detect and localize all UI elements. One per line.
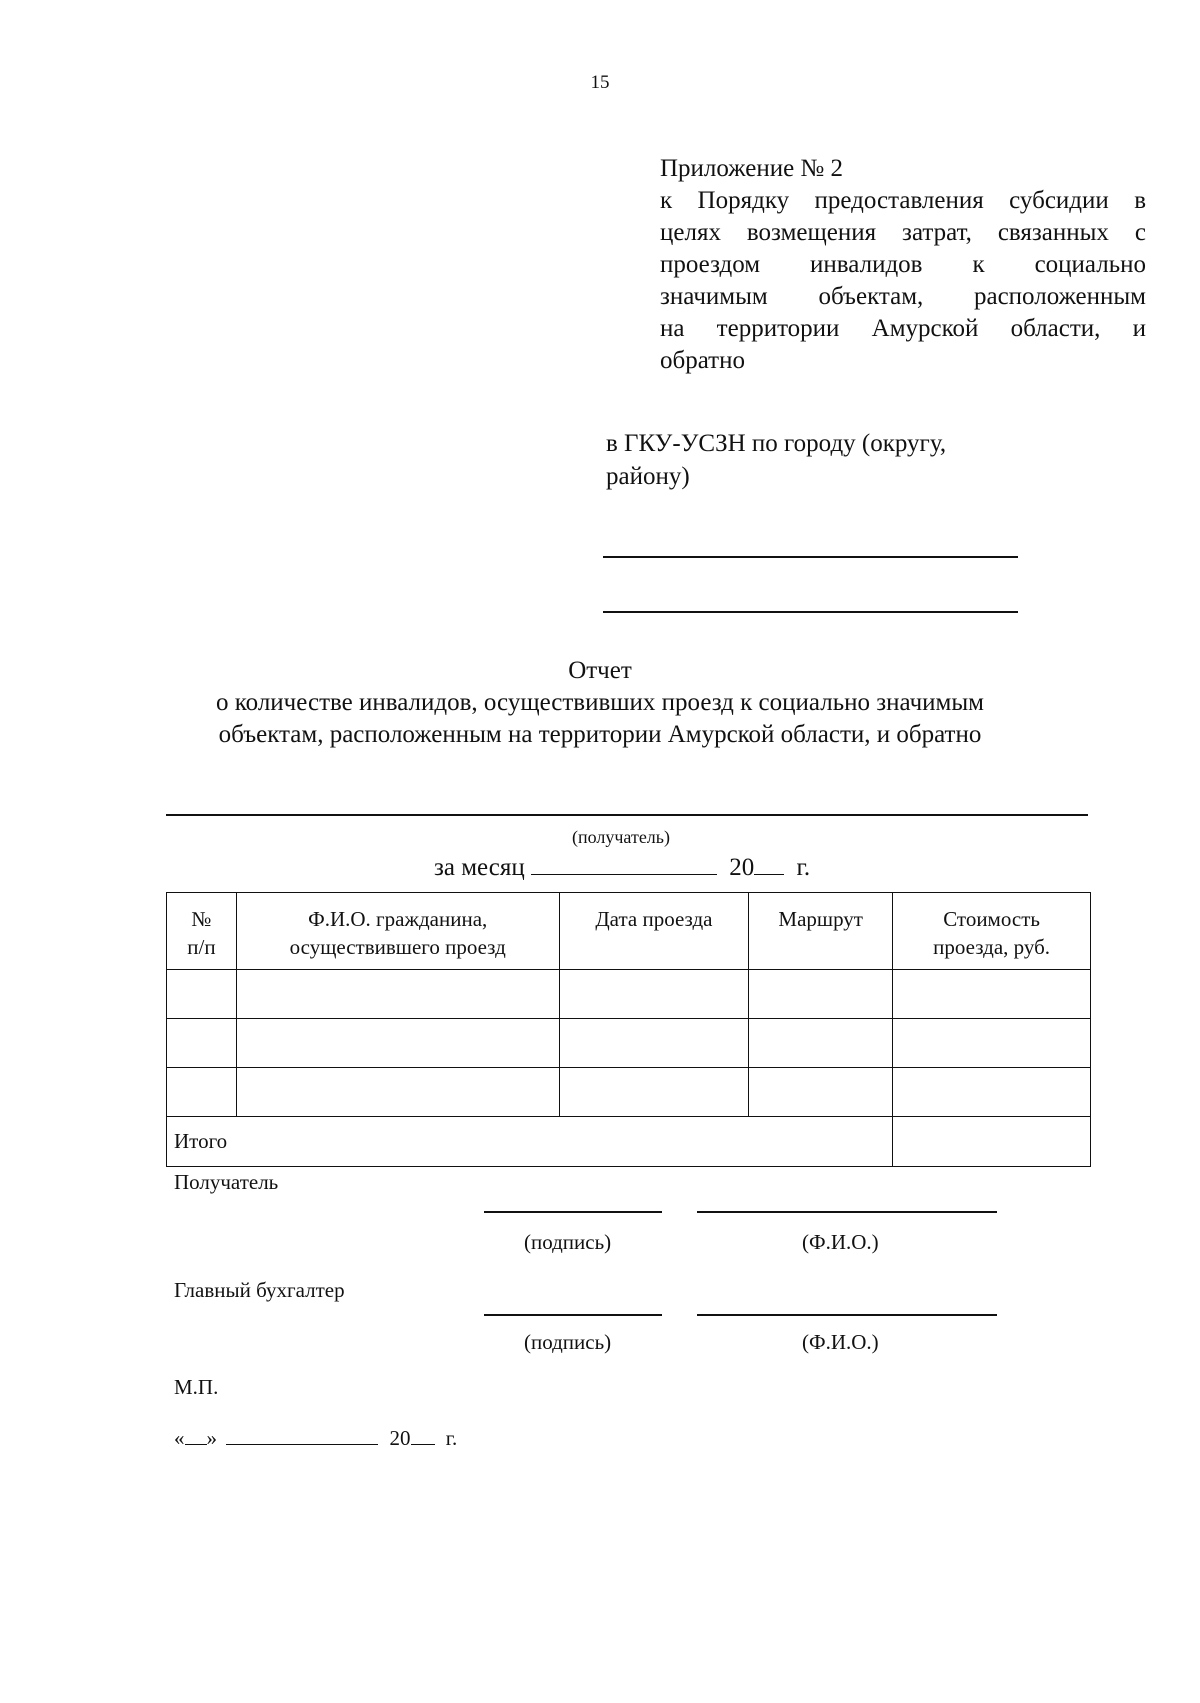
addressee-blank-line[interactable]	[603, 556, 1018, 558]
appendix-line: к Порядку предоставления субсидии в	[660, 187, 1146, 214]
signature-caption: (подпись)	[524, 1330, 612, 1354]
appendix-line: проездом инвалидов к социально	[660, 251, 1146, 278]
day-field[interactable]	[185, 1426, 207, 1445]
table-cell[interactable]	[167, 970, 237, 1019]
signing-date	[174, 1426, 457, 1451]
appendix-line: целях возмещения затрат, связанных с	[660, 219, 1146, 246]
table-header-row	[167, 893, 1091, 970]
month-field[interactable]	[531, 852, 717, 875]
date-close-quote: »	[206, 1426, 217, 1450]
table-cell[interactable]	[167, 1068, 237, 1117]
signature-caption: (подпись)	[524, 1230, 612, 1254]
year-field[interactable]	[754, 852, 784, 875]
table-cell[interactable]	[236, 1019, 559, 1068]
name-caption: (Ф.И.О.)	[802, 1330, 879, 1354]
table-cell[interactable]	[559, 970, 749, 1019]
period-year: 20	[729, 854, 755, 881]
report-table	[166, 892, 1091, 1167]
appendix-title: Приложение № 2	[660, 155, 844, 182]
report-title: Отчет	[568, 657, 632, 684]
total-label: Итого	[167, 1117, 893, 1167]
chief-accountant-signature-line[interactable]	[484, 1314, 662, 1316]
recipient-caption: (получатель)	[572, 827, 670, 847]
period-suffix: г.	[796, 854, 811, 881]
period-prefix: за месяц	[434, 854, 525, 881]
table-cell[interactable]	[559, 1068, 749, 1117]
total-cost-cell[interactable]	[893, 1117, 1091, 1167]
table-cell[interactable]	[236, 970, 559, 1019]
table-cell[interactable]	[749, 970, 893, 1019]
chief-accountant-name-line[interactable]	[697, 1314, 997, 1316]
year-field[interactable]	[411, 1426, 435, 1445]
addressee-line: в ГКУ-УСЗН по городу (округу,	[606, 430, 947, 457]
date-open-quote: «	[174, 1426, 185, 1450]
recipient-field-line[interactable]	[166, 814, 1088, 816]
column-header-name: Ф.И.О. гражданина, осуществившего проезд	[236, 893, 559, 970]
recipient-signature-line[interactable]	[484, 1211, 662, 1213]
column-header-cost: Стоимость проезда, руб.	[893, 893, 1091, 970]
appendix-line: на территории Амурской области, и	[660, 315, 1146, 342]
recipient-signature-label: Получатель	[174, 1170, 279, 1194]
recipient-name-line[interactable]	[697, 1211, 997, 1213]
appendix-block	[660, 153, 1146, 377]
addressee-block	[606, 427, 946, 493]
table-row	[167, 1019, 1091, 1068]
table-row	[167, 1068, 1091, 1117]
stamp-label: М.П.	[174, 1375, 219, 1399]
report-period	[434, 852, 810, 882]
page-number: 15	[590, 72, 610, 93]
table-cell[interactable]	[236, 1068, 559, 1117]
table-row	[167, 970, 1091, 1019]
name-caption: (Ф.И.О.)	[802, 1230, 879, 1254]
report-subtitle: объектам, расположенным на территории Амурской области, и обратно	[218, 721, 982, 748]
table-total-row	[167, 1117, 1091, 1167]
appendix-line: значимым объектам, расположенным	[660, 283, 1146, 310]
addressee-blank-line[interactable]	[603, 611, 1018, 613]
date-year-suffix: г.	[445, 1426, 458, 1450]
month-field[interactable]	[226, 1426, 378, 1445]
table-cell[interactable]	[893, 970, 1091, 1019]
appendix-line: обратно	[660, 347, 745, 374]
table-cell[interactable]	[559, 1019, 749, 1068]
chief-accountant-label: Главный бухгалтер	[174, 1278, 345, 1302]
addressee-line: району)	[606, 463, 690, 490]
table-cell[interactable]	[749, 1019, 893, 1068]
report-subtitle: о количестве инвалидов, осуществивших проезд к социально значимым	[216, 689, 984, 716]
date-year-prefix: 20	[389, 1426, 411, 1450]
table-cell[interactable]	[167, 1019, 237, 1068]
table-cell[interactable]	[749, 1068, 893, 1117]
table-cell[interactable]	[893, 1068, 1091, 1117]
column-header-route: Маршрут	[749, 893, 893, 970]
column-header-date: Дата проезда	[559, 893, 749, 970]
table-cell[interactable]	[893, 1019, 1091, 1068]
column-header-number: № п/п	[167, 893, 237, 970]
